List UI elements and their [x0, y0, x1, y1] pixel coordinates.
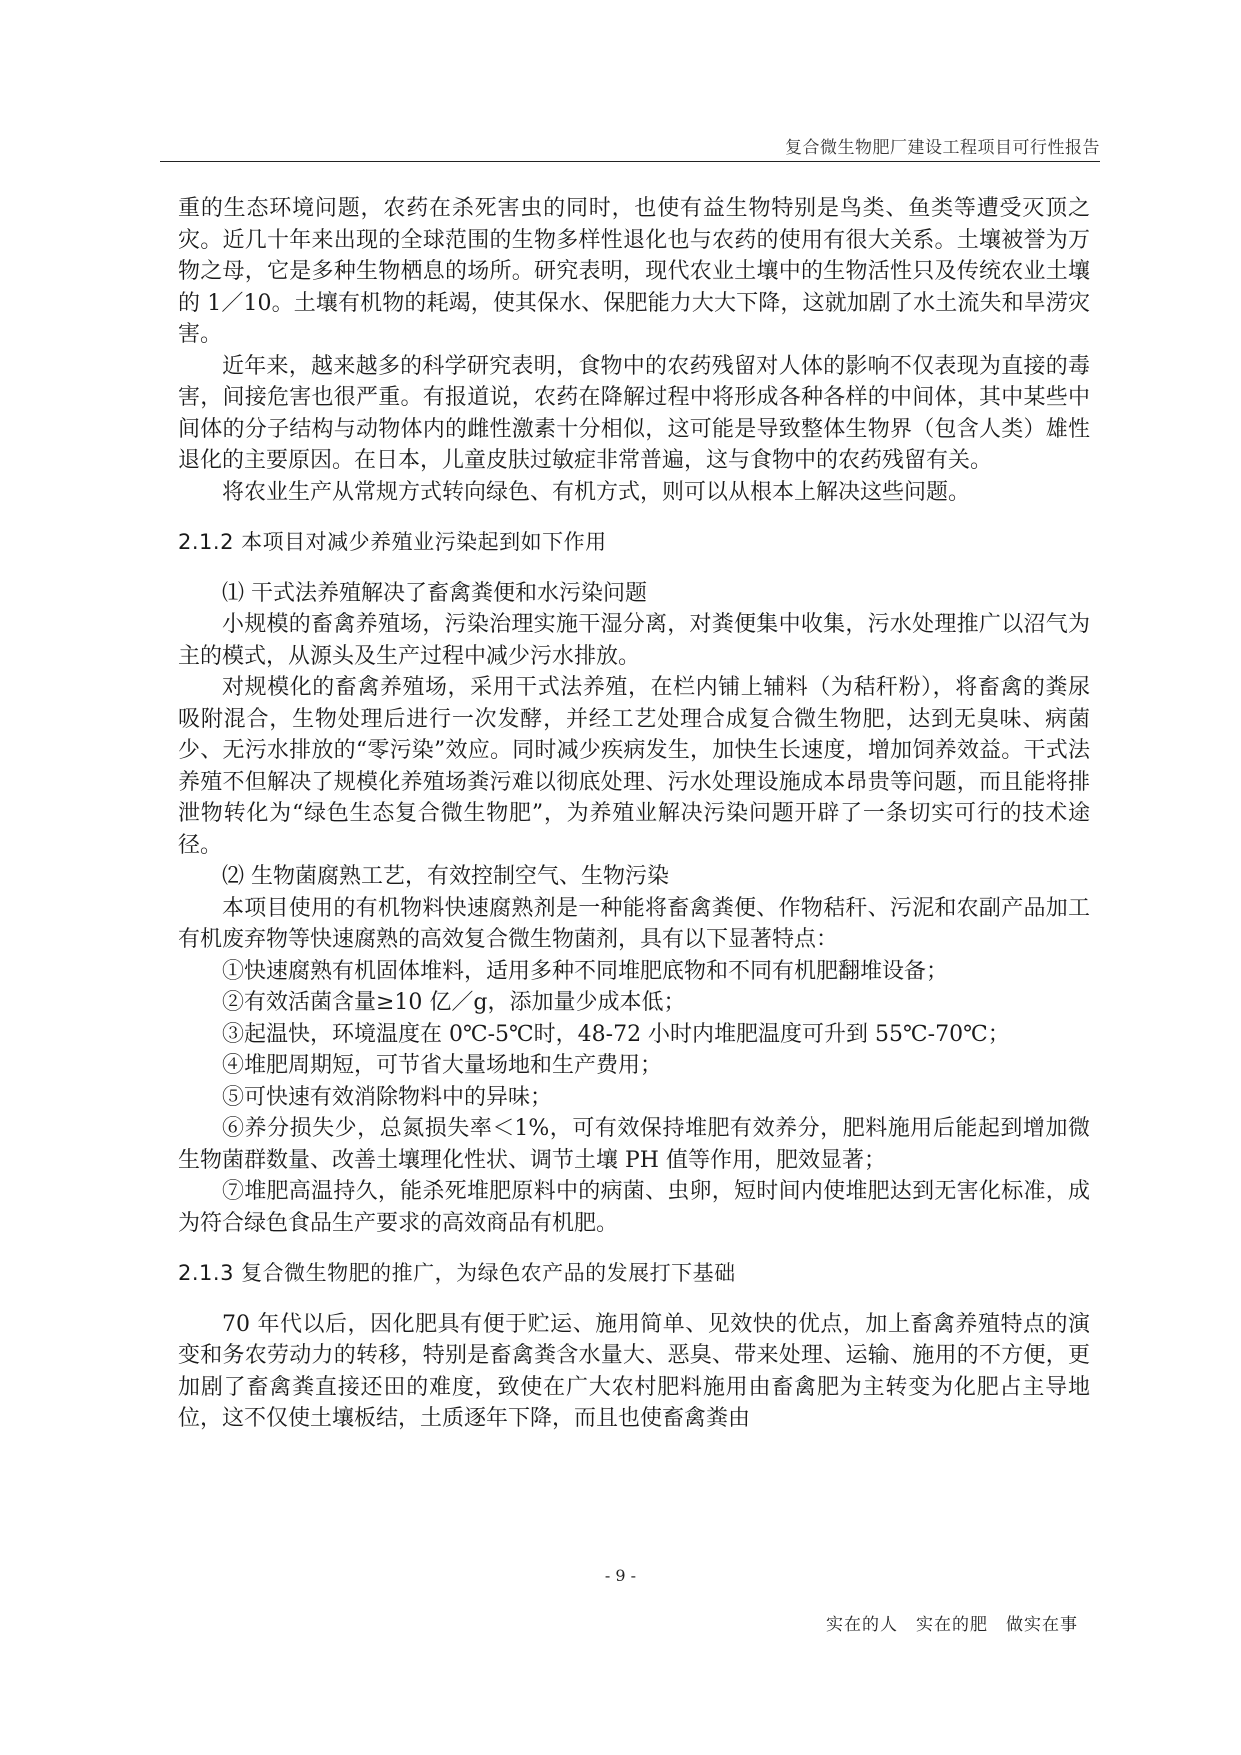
list-item: ③起温快，环境温度在 0℃-5℃时，48-72 小时内堆肥温度可升到 55℃-70℃；	[222, 1021, 1010, 1047]
list-item: ⑦堆肥高温持久，能杀死堆肥原料中的病菌、虫卵，短时间内使堆肥达到无害化标准，成为符合绿色食品生产要求的高效商品有机肥。	[178, 1179, 1090, 1236]
body-paragraph: 近年来，越来越多的科学研究表明，食物中的农药残留对人体的影响不仅表现为直接的毒害，间接危害也很严重。有报道说，农药在降解过程中将形成各种各样的中间体，其中某些中间体的分子结构与动物体内的雌性激素十分相似，这可能是导致整体生物界（包含人类）雄性退化的主要原因。在日本，儿童皮肤过敏症非常普遍，这与食物中的农药残留有关。	[178, 353, 1090, 473]
section-heading-2-1-2: 2.1.2 本项目对减少养殖业污染起到如下作用	[178, 530, 607, 554]
page-body	[178, 193, 1090, 1435]
subsection-title: ⑵ 生物菌腐熟工艺，有效控制空气、生物污染	[222, 864, 669, 889]
list-item: ④堆肥周期短，可节省大量场地和生产费用；	[222, 1053, 663, 1078]
list-item: ⑤可快速有效消除物料中的异味；	[222, 1084, 553, 1110]
page-number: - 9 -	[604, 1566, 637, 1585]
header-divider	[160, 161, 1100, 162]
list-item: ①快速腐熟有机固体堆料，适用多种不同堆肥底物和不同有机肥翻堆设备；	[222, 958, 949, 984]
body-paragraph: 重的生态环境问题，农药在杀死害虫的同时，也使有益生物特别是鸟类、鱼类等遭受灭顶之灾。近几十年来出现的全球范围的生物多样性退化也与农药的使用有很大关系。土壤被誉为万物之母，它是多种生物栖息的场所。研究表明，现代农业土壤中的生物活性只及传统农业土壤的 1／10。土壤有机物的耗竭，使其保水、保肥能力大大下降，这就加剧了水土流失和旱涝灾害。	[178, 196, 1090, 347]
running-header-title: 复合微生物肥厂建设工程项目可行性报告	[785, 138, 1100, 158]
body-paragraph: 对规模化的畜禽养殖场，采用干式法养殖，在栏内铺上辅料（为秸秆粉），将畜禽的粪尿吸附混合，生物处理后进行一次发酵，并经工艺处理合成复合微生物肥，达到无臭味、病菌少、无污水排放的“零污染”效应。同时减少疾病发生，加快生长速度，增加饲养效益。干式法养殖不但解决了规模化养殖场粪污难以彻底处理、污水处理设施成本昂贵等问题，而且能将排泄物转化为“绿色生态复合微生物肥”，为养殖业解决污染问题开辟了一条切实可行的技术途径。	[178, 675, 1090, 858]
body-paragraph: 70 年代以后，因化肥具有便于贮运、施用简单、见效快的优点，加上畜禽养殖特点的演变和务农劳动力的转移，特别是畜禽粪含水量大、恶臭、带来处理、运输、施用的不方便，更加剧了畜禽粪直接还田的难度，致使在广大农村肥料施用由畜禽肥为主转变为化肥占主导地位，这不仅使土壤板结，土质逐年下降，而且也使畜禽粪由	[178, 1311, 1090, 1431]
footer-slogan: 实在的人 实在的肥 做实在事	[826, 1615, 1078, 1635]
list-item: ⑥养分损失少，总氮损失率＜1%，可有效保持堆肥有效养分，肥料施用后能起到增加微生物菌群数量、改善土壤理化性状、调节土壤 PH 值等作用，肥效显著；	[178, 1116, 1090, 1173]
body-paragraph: 本项目使用的有机物料快速腐熟剂是一种能将畜禽粪便、作物秸秆、污泥和农副产品加工有机废弃物等快速腐熟的高效复合微生物菌剂，具有以下显著特点：	[178, 895, 1090, 952]
subsection-title: ⑴ 干式法养殖解决了畜禽粪便和水污染问题	[222, 580, 647, 606]
section-heading-2-1-3: 2.1.3 复合微生物肥的推广，为绿色农产品的发展打下基础	[178, 1261, 736, 1285]
list-item: ②有效活菌含量≥10 亿／g，添加量少成本低；	[222, 990, 686, 1015]
body-paragraph: 小规模的畜禽养殖场，污染治理实施干湿分离，对粪便集中收集，污水处理推广以沼气为主的模式，从源头及生产过程中减少污水排放。	[178, 612, 1090, 669]
body-paragraph: 将农业生产从常规方式转向绿色、有机方式，则可以从根本上解决这些问题。	[222, 479, 971, 505]
